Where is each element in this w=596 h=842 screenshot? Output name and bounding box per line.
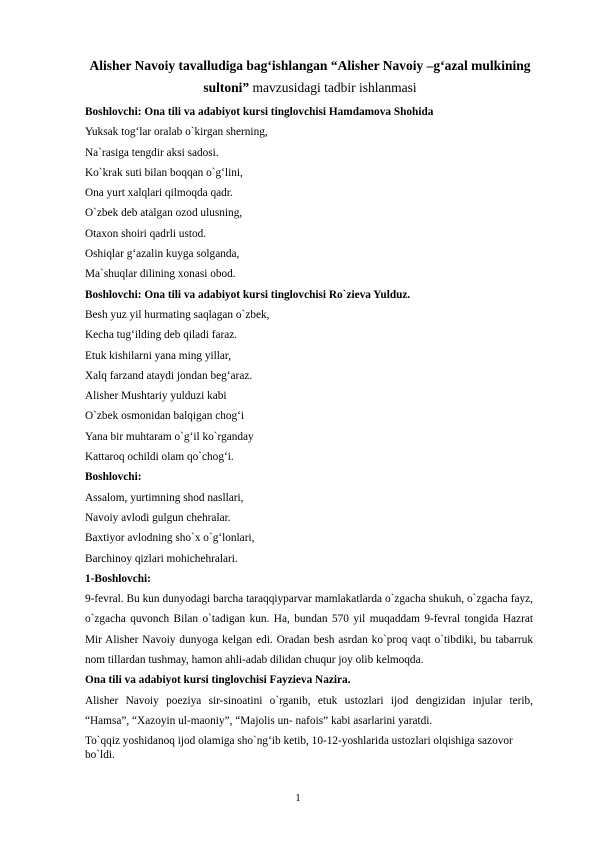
- poem-line: Ma`shuqlar dilining xonasi obod.: [85, 268, 236, 281]
- poem-line: Kecha tug‘ilding deb qiladi faraz.: [85, 329, 238, 342]
- paragraph-3: To`qqiz yoshidanoq ijod olamiga sho`ng‘ib ketib, 10-12-yoshlarida ustozlari olqishiga sazovor bo`ldi.: [85, 735, 513, 762]
- poem-line: O`zbek osmonidan balqigan chog‘i: [85, 410, 245, 423]
- poem-line: Etuk kishilarni yana ming yillar,: [85, 349, 232, 362]
- section-heading: Boshlovchi:: [85, 471, 142, 484]
- poem-line: Navoiy avlodi gulgun chehralar.: [85, 511, 231, 524]
- poem-line: Oshiqlar g‘azalin kuyga solganda,: [85, 248, 240, 261]
- poem-line: Otaxon shoiri qadrli ustod.: [85, 227, 207, 240]
- poem-line: Assalom, yurtimning shod nasllari,: [85, 491, 244, 504]
- poem-line: Besh yuz yil hurmating saqlagan o`zbek,: [85, 308, 270, 321]
- paragraph-1: 9-fevral. Bu kun dunyodagi barcha taraqqiyparvar mamlakatlarda o`zgacha shukuh, o`zgacha fayz, o`zgacha quvonch Bilan o`tadigan kun. Ha, bundan 570 yil muqaddam 9-fevral tongida Hazrat Mir Alisher Navoiy dunyoga kelgan edi. Oradan besh asrdan ko`proq vaqt o`tibdiki, bu tabarruk nom tillardan tushmay, hamon ahli-adab dilidan chuqur joy olib kelmoqda.: [85, 593, 533, 667]
- poem-line: Yana bir muhtaram o`g‘il ko`rganday: [85, 430, 254, 443]
- section-heading: Boshlovchi: Ona tili va adabiyot kursi tinglovchisi Hamdamova Shohida: [85, 106, 434, 118]
- poem-line: Alisher Mushtariy yulduzi kabi: [85, 390, 227, 403]
- poem-line: Ona yurt xalqlari qilmoqda qadr.: [85, 187, 233, 200]
- poem-line: Kattaroq ochildi olam qo`chog‘i.: [85, 451, 234, 464]
- title-rest: mavzusidagi tadbir ishlanmasi: [249, 80, 417, 95]
- poem-line: O`zbek deb atalgan ozod ulusning,: [85, 207, 243, 220]
- poem-lines: [85, 102, 533, 589]
- poem-line: Yuksak tog‘lar oralab o`kirgan sherning,: [85, 126, 268, 139]
- page-number: 1: [295, 792, 301, 804]
- section-heading: Boshlovchi: Ona tili va adabiyot kursi tinglovchisi Ro`zieva Yulduz.: [85, 288, 411, 301]
- heading-2: Ona tili va adabiyot kursi tinglovchisi Fayzieva Nazira.: [85, 674, 351, 687]
- poem-line: Na`rasiga tengdir aksi sadosi.: [85, 146, 219, 159]
- document-body: [85, 102, 533, 762]
- document-title: [70, 55, 550, 99]
- paragraph-2: Alisher Navoiy poeziya sir-sinoatini o`rganib, etuk ustozlari ijod dengizidan injular terib, “Hamsa”, “Xazoyin ul-maoniy”, “Majolis un- nafois” kabi asarlarini yaratdi.: [85, 694, 533, 727]
- section-heading: 1-Boshlovchi:: [85, 572, 151, 585]
- title-bold-part: Alisher Navoiy tavalludiga bag‘ishlangan “Alisher Navoiy –g‘azal mulkining sultoni”: [89, 58, 531, 95]
- poem-line: Baxtiyor avlodning sho`x o`g‘lonlari,: [85, 532, 255, 545]
- poem-line: Barchinoy qizlari mohichehralari.: [85, 552, 238, 565]
- poem-line: Ko`krak suti bilan boqqan o`g‘lini,: [85, 166, 243, 179]
- poem-line: Xalq farzand ataydi jondan beg‘araz.: [85, 369, 253, 382]
